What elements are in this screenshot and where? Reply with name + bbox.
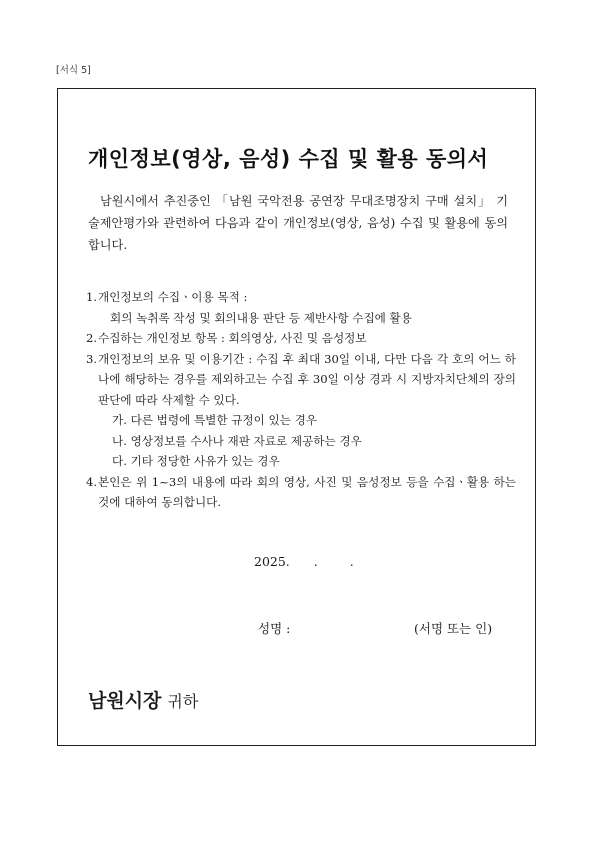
list-item bbox=[86, 472, 516, 513]
item-number: 2. bbox=[86, 331, 98, 345]
document-title: 개인정보(영상, 음성) 수집 및 활용 동의서 bbox=[88, 147, 489, 171]
list-item bbox=[86, 328, 516, 349]
intro-paragraph: 남원시에서 추진중인 「남원 국악전용 공연장 무대조명장치 구매 설치」 기술제안평가와 관련하여 다음과 같이 개인정보(영상, 음성) 수집 및 활용에 동의합니다. bbox=[88, 194, 508, 252]
item-number: 4. bbox=[86, 474, 98, 489]
date-year: 2025. bbox=[254, 554, 290, 569]
date-line bbox=[254, 554, 354, 569]
item-text: 수집하는 개인정보 항목 : 회의영상, 사진 및 음성정보 bbox=[98, 331, 367, 345]
date-day: . bbox=[349, 554, 354, 569]
addressee-suffix: 귀하 bbox=[167, 692, 199, 711]
sub-item: 가. 다른 법령에 특별한 규정이 있는 경우 bbox=[112, 413, 317, 427]
item-text: 본인은 위 1~3의 내용에 따라 회의 영상, 사진 및 음성정보 등을 수집ㆍ활용 하는 것에 대하여 동의합니다. bbox=[98, 474, 516, 509]
consent-form-frame bbox=[57, 88, 536, 746]
consent-items-list bbox=[86, 287, 516, 513]
date-month: . bbox=[313, 554, 318, 569]
signature-label: 성명 : bbox=[258, 621, 291, 636]
list-item bbox=[86, 349, 516, 472]
signature-note: (서명 또는 인) bbox=[414, 621, 493, 636]
item-text: 개인정보의 보유 및 이용기간 : 수집 후 최대 30일 이내, 다만 다음 각 호의 어느 하나에 해당하는 경우를 제외하고는 수집 후 30일 이상 경과 시 지방자치단체의 장의 판단에 따라 삭제할 수 있다. bbox=[98, 351, 516, 407]
addressee-name: 남원시장 bbox=[88, 690, 162, 712]
item-text: 개인정보의 수집ㆍ이용 목적 : bbox=[98, 290, 248, 304]
item-number: 1. bbox=[86, 290, 98, 304]
sub-item: 다. 기타 정당한 사유가 있는 경우 bbox=[112, 454, 280, 468]
item-number: 3. bbox=[86, 351, 98, 366]
list-item bbox=[86, 287, 516, 328]
item-text: 회의 녹취록 작성 및 회의내용 판단 등 제반사항 수집에 활용 bbox=[110, 310, 412, 325]
addressee bbox=[88, 686, 198, 713]
sub-item: 나. 영상정보를 수사나 재판 자료로 제공하는 경우 bbox=[112, 433, 362, 448]
form-number-label: [서식 5] bbox=[56, 65, 91, 76]
